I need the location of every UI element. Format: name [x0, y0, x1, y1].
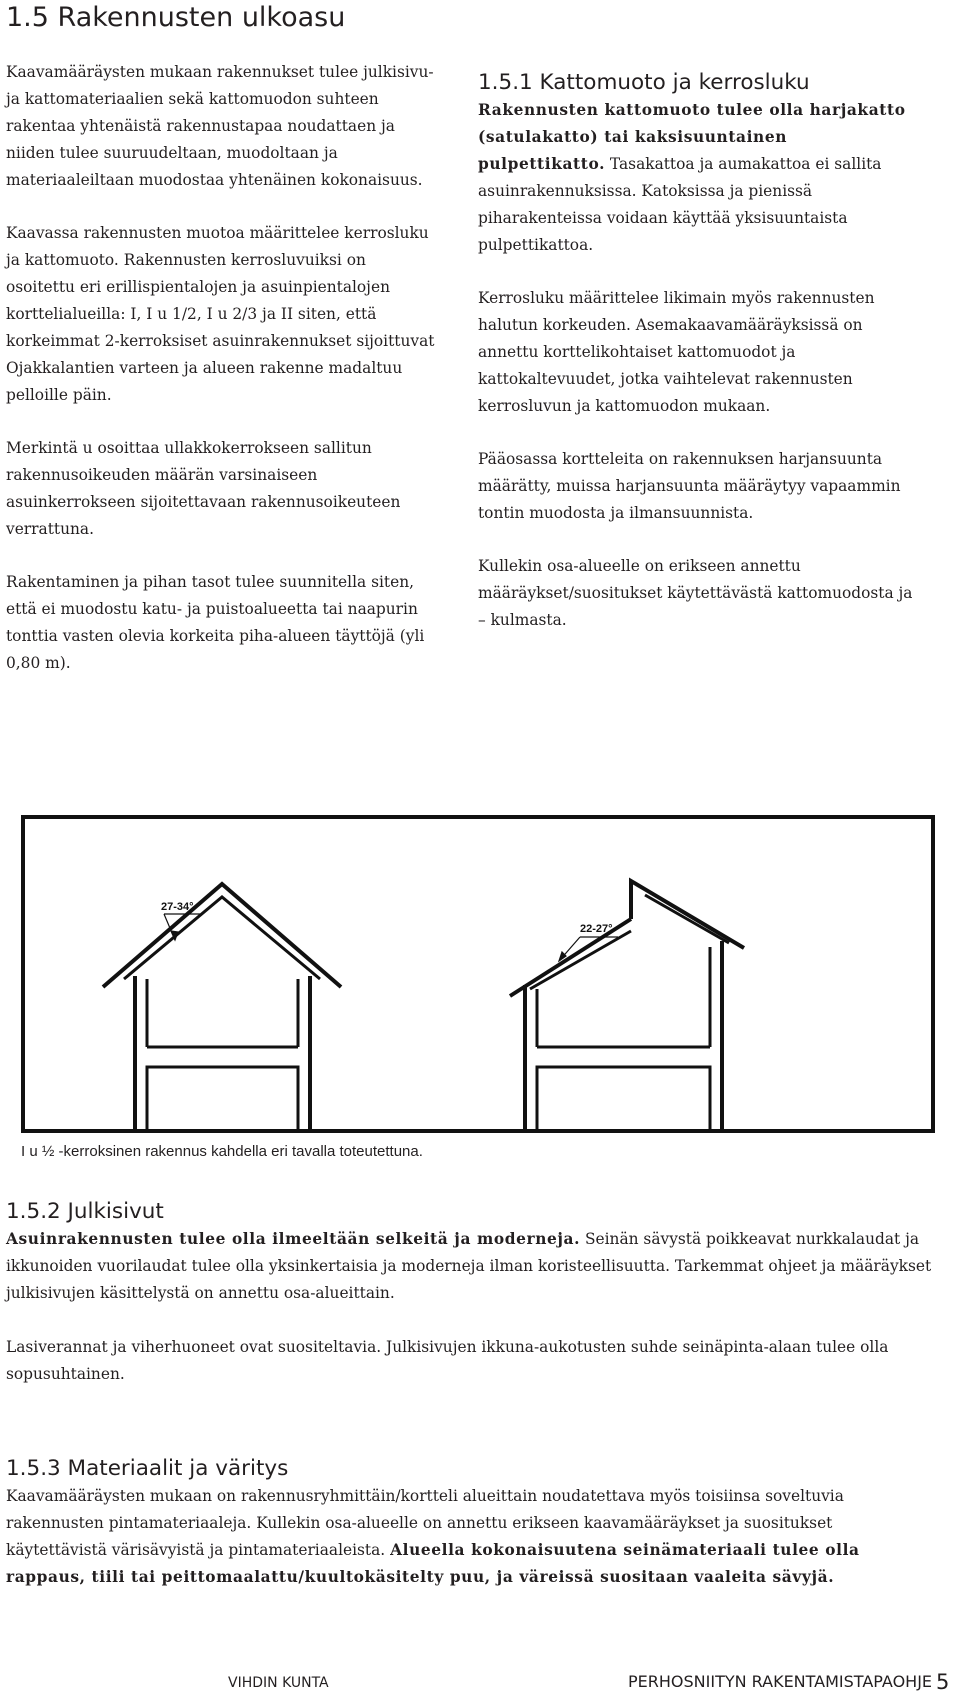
paragraph: Kaavassa rakennusten muotoa määrittelee kerrosluku ja kattomuoto. Rakennusten kerrosluvuiksi on osoitettu eri erillispientalojen ja asuinpientalojen korttelialueilla: I, I u 1/2, I u 2/3 ja II siten, että korkeimmat 2-kerroksiset asuinrakennukset sijoittuvat Ojakkalantien varteen ja alueen rakenne madaltuu pelloille päin.	[6, 224, 435, 404]
section-1-5-2	[6, 1199, 936, 1388]
right-house-floor-upper	[537, 1067, 710, 1129]
angle-label-left: 27-34°	[161, 901, 194, 913]
paragraph: Lasiverannat ja viherhuoneet ovat suositeltavia. Julkisivujen ikkuna-aukotusten suhde seinäpinta-alaan tulee olla sopusuhtainen.	[6, 1338, 889, 1383]
section-title-1-5-2: 1.5.2 Julkisivut	[6, 1199, 164, 1224]
paragraph: Kullekin osa-alueelle on erikseen annettu määräykset/suositukset käytettävästä kattomuodosta ja – kulmasta.	[478, 557, 913, 629]
paragraph	[6, 1483, 936, 1591]
upper-roof-inner	[645, 895, 729, 943]
footer-municipality: VIHDIN KUNTA	[228, 1675, 329, 1691]
section-title-1-5-1: 1.5.1 Kattomuoto ja kerrosluku	[478, 70, 810, 95]
lower-roof-inner	[530, 931, 631, 989]
roof-diagram-frame	[21, 815, 935, 1133]
lead-bold-text: Alueella kokonaisuutena seinämateriaali tulee olla rappaus, tiili tai peittomaalattu/kuultokäsitelty puu, ja väreissä suositaan vaaleita sävyjä.	[6, 1541, 860, 1586]
paragraph-text: Tasakattoa ja aumakattoa ei sallita asuinrakennuksissa. Katoksissa ja pienissä piharakenteissa voidaan käyttää yksisuuntaista pulpettikattoa.	[478, 155, 882, 254]
lower-roof-outer	[510, 919, 631, 996]
upper-roof-outer	[631, 881, 744, 948]
paragraph: Rakentaminen ja pihan tasot tulee suunnitella siten, että ei muodostu katu- ja puistoalueetta tai naapurin tonttia vasten olevia korkeita piha-alueen täyttöjä (yli 0,80 m).	[6, 573, 425, 672]
paragraph: Kaavamääräysten mukaan rakennukset tulee julkisivu- ja kattomateriaalien sekä kattomuodon suhteen rakentaa yhtenäistä rakennustapaa noudattaen ja niiden tulee suuruudeltaan, muodoltaan ja materiaaleiltaan muodostaa yhtenäinen kokonaisuus.	[6, 63, 434, 189]
paragraph-text: Seinän sävystä poikkeavat nurkkalaudat ja ikkunoiden vuorilaudat tulee olla yksinkertaisia ja moderneja ilman koristeellisuutta. Tarkemmat ohjeet ja määräykset julkisivujen käsittelystä on annettu osa-alueittain.	[6, 1230, 932, 1302]
left-house-floor-upper	[147, 1067, 298, 1129]
paragraph	[6, 1226, 936, 1307]
paragraph-text: Kaavamääräysten mukaan on rakennusryhmittäin/kortteli alueittain noudatettava myös toisiinsa soveltuvia rakennusten pintamateriaaleja. Kullekin osa-alueelle on annettu erikseen kaavamääräykset ja suositukset käytettävistä värisävyistä ja pintamateriaaleista.	[6, 1487, 844, 1559]
gable-roof-outer	[103, 884, 341, 987]
section-title-1-5: 1.5 Rakennusten ulkoasu	[6, 2, 346, 33]
roof-diagram	[25, 819, 931, 1129]
lead-bold-text: Asuinrakennusten tulee olla ilmeeltään selkeitä ja moderneja.	[6, 1230, 581, 1248]
paragraph: Kerrosluku määrittelee likimain myös rakennusten halutun korkeuden. Asemakaavamääräyksissä on annettu korttelikohtaiset kattomuodot ja kattokaltevuudet, jotka vaihtelevat rakennusten kerrosluvun ja kattomuodon mukaan.	[478, 289, 875, 415]
footer-document-title: PERHOSNIITYN RAKENTAMISTAPAOHJE	[628, 1672, 933, 1691]
page-number: 5	[936, 1670, 950, 1694]
gable-roof-inner	[124, 897, 320, 979]
paragraph: Pääosassa kortteleita on rakennuksen harjansuunta määrätty, muissa harjansuunta määräytyy vapaammin tontin muodosta ja ilmansuunnista.	[478, 450, 901, 522]
paragraph: Merkintä u osoittaa ullakkokerrokseen sallitun rakennusoikeuden määrän varsinaiseen asuinkerrokseen sijoitettavaan rakennusoikeuteen verrattuna.	[6, 439, 401, 538]
section-1-5-3	[6, 1456, 936, 1591]
left-column	[6, 59, 436, 703]
section-title-1-5-3: 1.5.3 Materiaalit ja väritys	[6, 1456, 289, 1481]
lead-bold-text: Rakennusten kattomuoto tulee olla harjakatto (satulakatto) tai kaksisuuntainen pulpettikatto.	[478, 101, 906, 173]
right-column	[478, 70, 918, 660]
gable-roof-house	[103, 884, 341, 1129]
angle-label-right: 22-27°	[580, 923, 613, 935]
diagram-caption: I u ½ -kerroksinen rakennus kahdella eri tavalla toteutettuna.	[21, 1143, 423, 1160]
monopitch-roof-house	[510, 881, 744, 1129]
paragraph	[478, 97, 918, 259]
